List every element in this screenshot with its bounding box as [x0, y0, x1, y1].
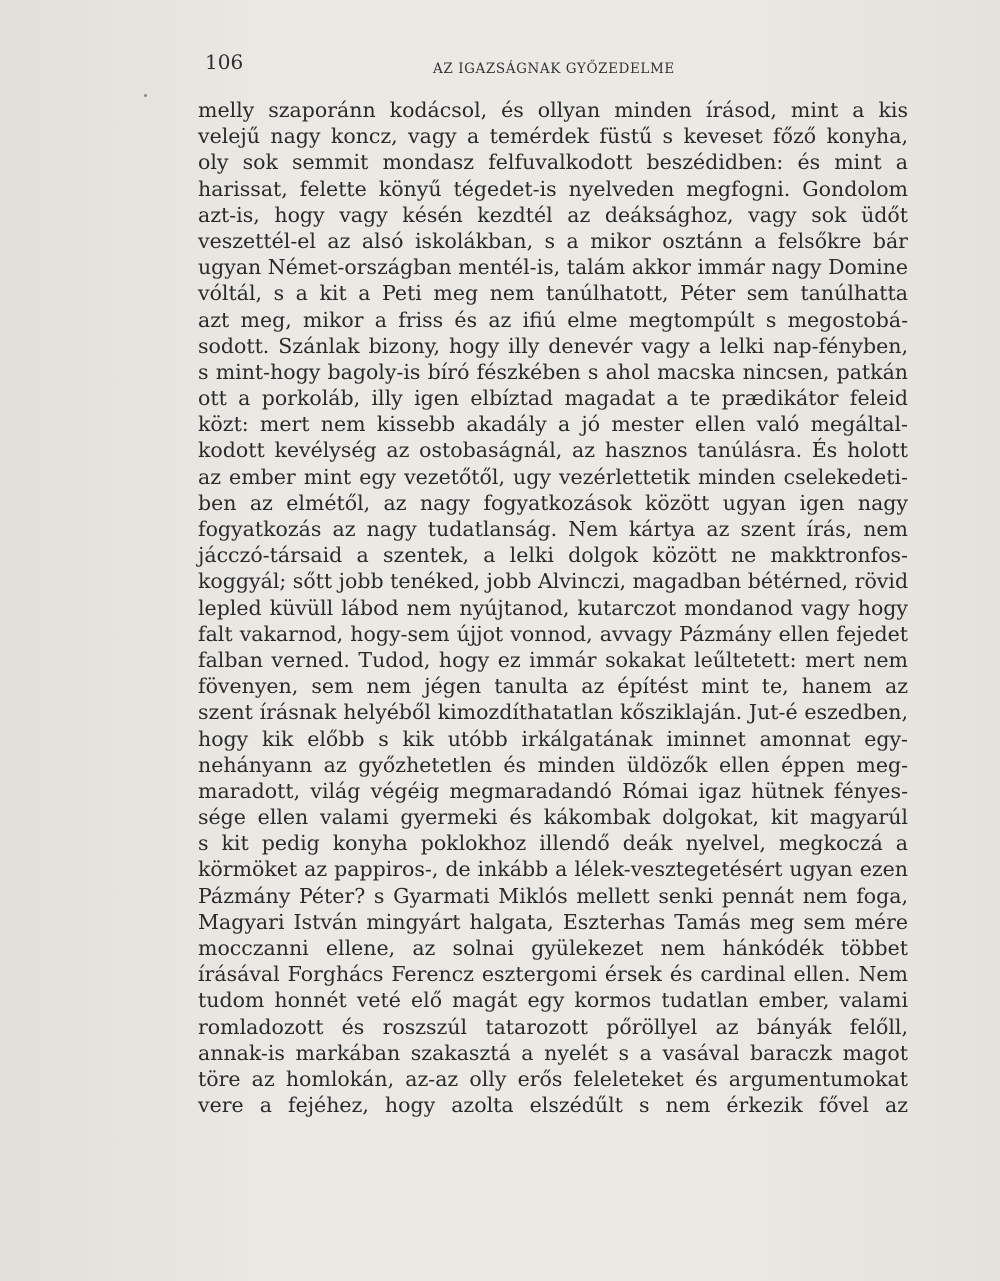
text-line: körmöket az pappiros-, de inkább a lélek-vesztegetésért ugyan ezen: [198, 857, 908, 882]
text-line: sége ellen valami gyermeki és kákombak dolgokat, kit magyarúl: [198, 805, 908, 830]
text-line: sodott. Szánlak bizony, hogy illy denevér vagy a lelki nap-fényben,: [198, 333, 908, 358]
text-line: koggyál; sőtt jobb tenéked, jobb Alvinczi, magadban bétérned, rövid: [198, 569, 909, 594]
text-line: jácczó-társaid a szentek, a lelki dolgok között ne makktronfos-: [198, 543, 908, 568]
text-line: töre az homlokán, az-az olly erős feleleteket és argumentumokat: [198, 1066, 908, 1091]
text-line: írásával Forghács Ferencz esztergomi érsek és cardinal ellen. Nem: [198, 962, 908, 987]
text-line: az ember mint egy vezetőtől, ugy vezérlettetik minden cselekedeti-: [198, 464, 908, 489]
text-line: falt vakarnod, hogy-sem újjot vonnod, avvagy Pázmány ellen fejedet: [198, 621, 908, 646]
paper-speck: [144, 94, 147, 97]
text-line: nehányann az győzhetetlen és minden üldözők ellen éppen meg-: [198, 752, 908, 777]
text-line: fogyatkozás az nagy tudatlanság. Nem kártya az szent írás, nem: [198, 517, 908, 541]
body-text: [198, 97, 908, 1118]
text-line: fövenyen, sem nem jégen tanulta az építést mint te, hanem az: [198, 674, 908, 699]
text-line: vóltál, s a kit a Peti meg nem tanúlhatott, Péter sem tanúlhatta: [198, 281, 908, 306]
text-line: hogy kik előbb s kik utóbb irkálgatának iminnet amonnat egy-: [198, 726, 908, 751]
text-line: velejű nagy koncz, vagy a temérdek füstű s keveset főző konyha,: [198, 124, 908, 149]
text-line: ugyan Német-országban mentél-is, talám akkor immár nagy Domine: [198, 255, 908, 280]
text-line: Magyari István mingyárt halgata, Eszterhas Tamás meg sem mére: [198, 909, 908, 934]
text-line: kodott kevélység az ostobaságnál, az hasznos tanúlásra. És holott: [198, 438, 908, 463]
text-line: melly szaporánn kodácsol, és ollyan minden írásod, mint a kis: [198, 98, 908, 122]
text-line: közt: mert nem kissebb akadály a jó mester ellen való megáltal-: [198, 412, 908, 437]
text-line: szent írásnak helyéből kimozdíthatatlan kősziklaján. Jut-é eszedben,: [198, 700, 908, 725]
text-line: maradott, világ végéig megmaradandó Római igaz hütnek fényes-: [198, 778, 908, 803]
text-line: tudom honnét veté elő magát egy kormos tudatlan ember, valami: [198, 988, 908, 1013]
text-line: s mint-hogy bagoly-is bíró fészkében s ahol macska nincsen, patkán: [198, 359, 908, 384]
running-head: AZ IGAZSÁGNAK GYŐZEDELME: [433, 61, 675, 77]
text-line: harissat, felette könyű tégedet-is nyelveden megfogni. Gondolom: [198, 176, 908, 201]
text-line: oly sok semmit mondasz felfuvalkodott beszédidben: és mint a: [198, 150, 908, 175]
text-line: annak-is markában szakasztá a nyelét s a vasával baraczk magot: [198, 1040, 908, 1065]
text-line: azt-is, hogy vagy késén kezdtél az deáksághoz, vagy sok üdőt: [198, 202, 908, 227]
text-line: ott a porkoláb, illy igen elbíztad magadat a te prædikátor feleid: [198, 386, 908, 411]
text-line: vere a fejéhez, hogy azolta elszédűlt s nem érkezik fővel az: [198, 1093, 908, 1118]
text-line: romladozott és roszszúl tatarozott pőröllyel az bányák felőll,: [198, 1014, 908, 1039]
text-line: s kit pedig konyha poklokhoz illendő deák nyelvel, megkoczá a: [198, 831, 908, 856]
text-line: mocczanni ellene, az solnai gyülekezet nem hánkódék többet: [198, 936, 908, 960]
text-line: lepled küvüll lábod nem nyújtanod, kutarczot mondanod vagy hogy: [198, 595, 908, 620]
text-line: veszettél-el az alsó iskolákban, s a mikor osztánn a felsőkre bár: [198, 228, 908, 253]
text-line: azt meg, mikor a friss és az ifiú elme megtompúlt s megostobá-: [198, 307, 908, 332]
text-line: Pázmány Péter? s Gyarmati Miklós mellett senki pennát nem foga,: [198, 883, 908, 908]
page-number: 106: [205, 50, 244, 74]
text-line: ben az elmétől, az nagy fogyatkozások között ugyan igen nagy: [198, 490, 908, 515]
text-line: falban verned. Tudod, hogy ez immár sokakat leűltetett: mert nem: [198, 647, 908, 672]
